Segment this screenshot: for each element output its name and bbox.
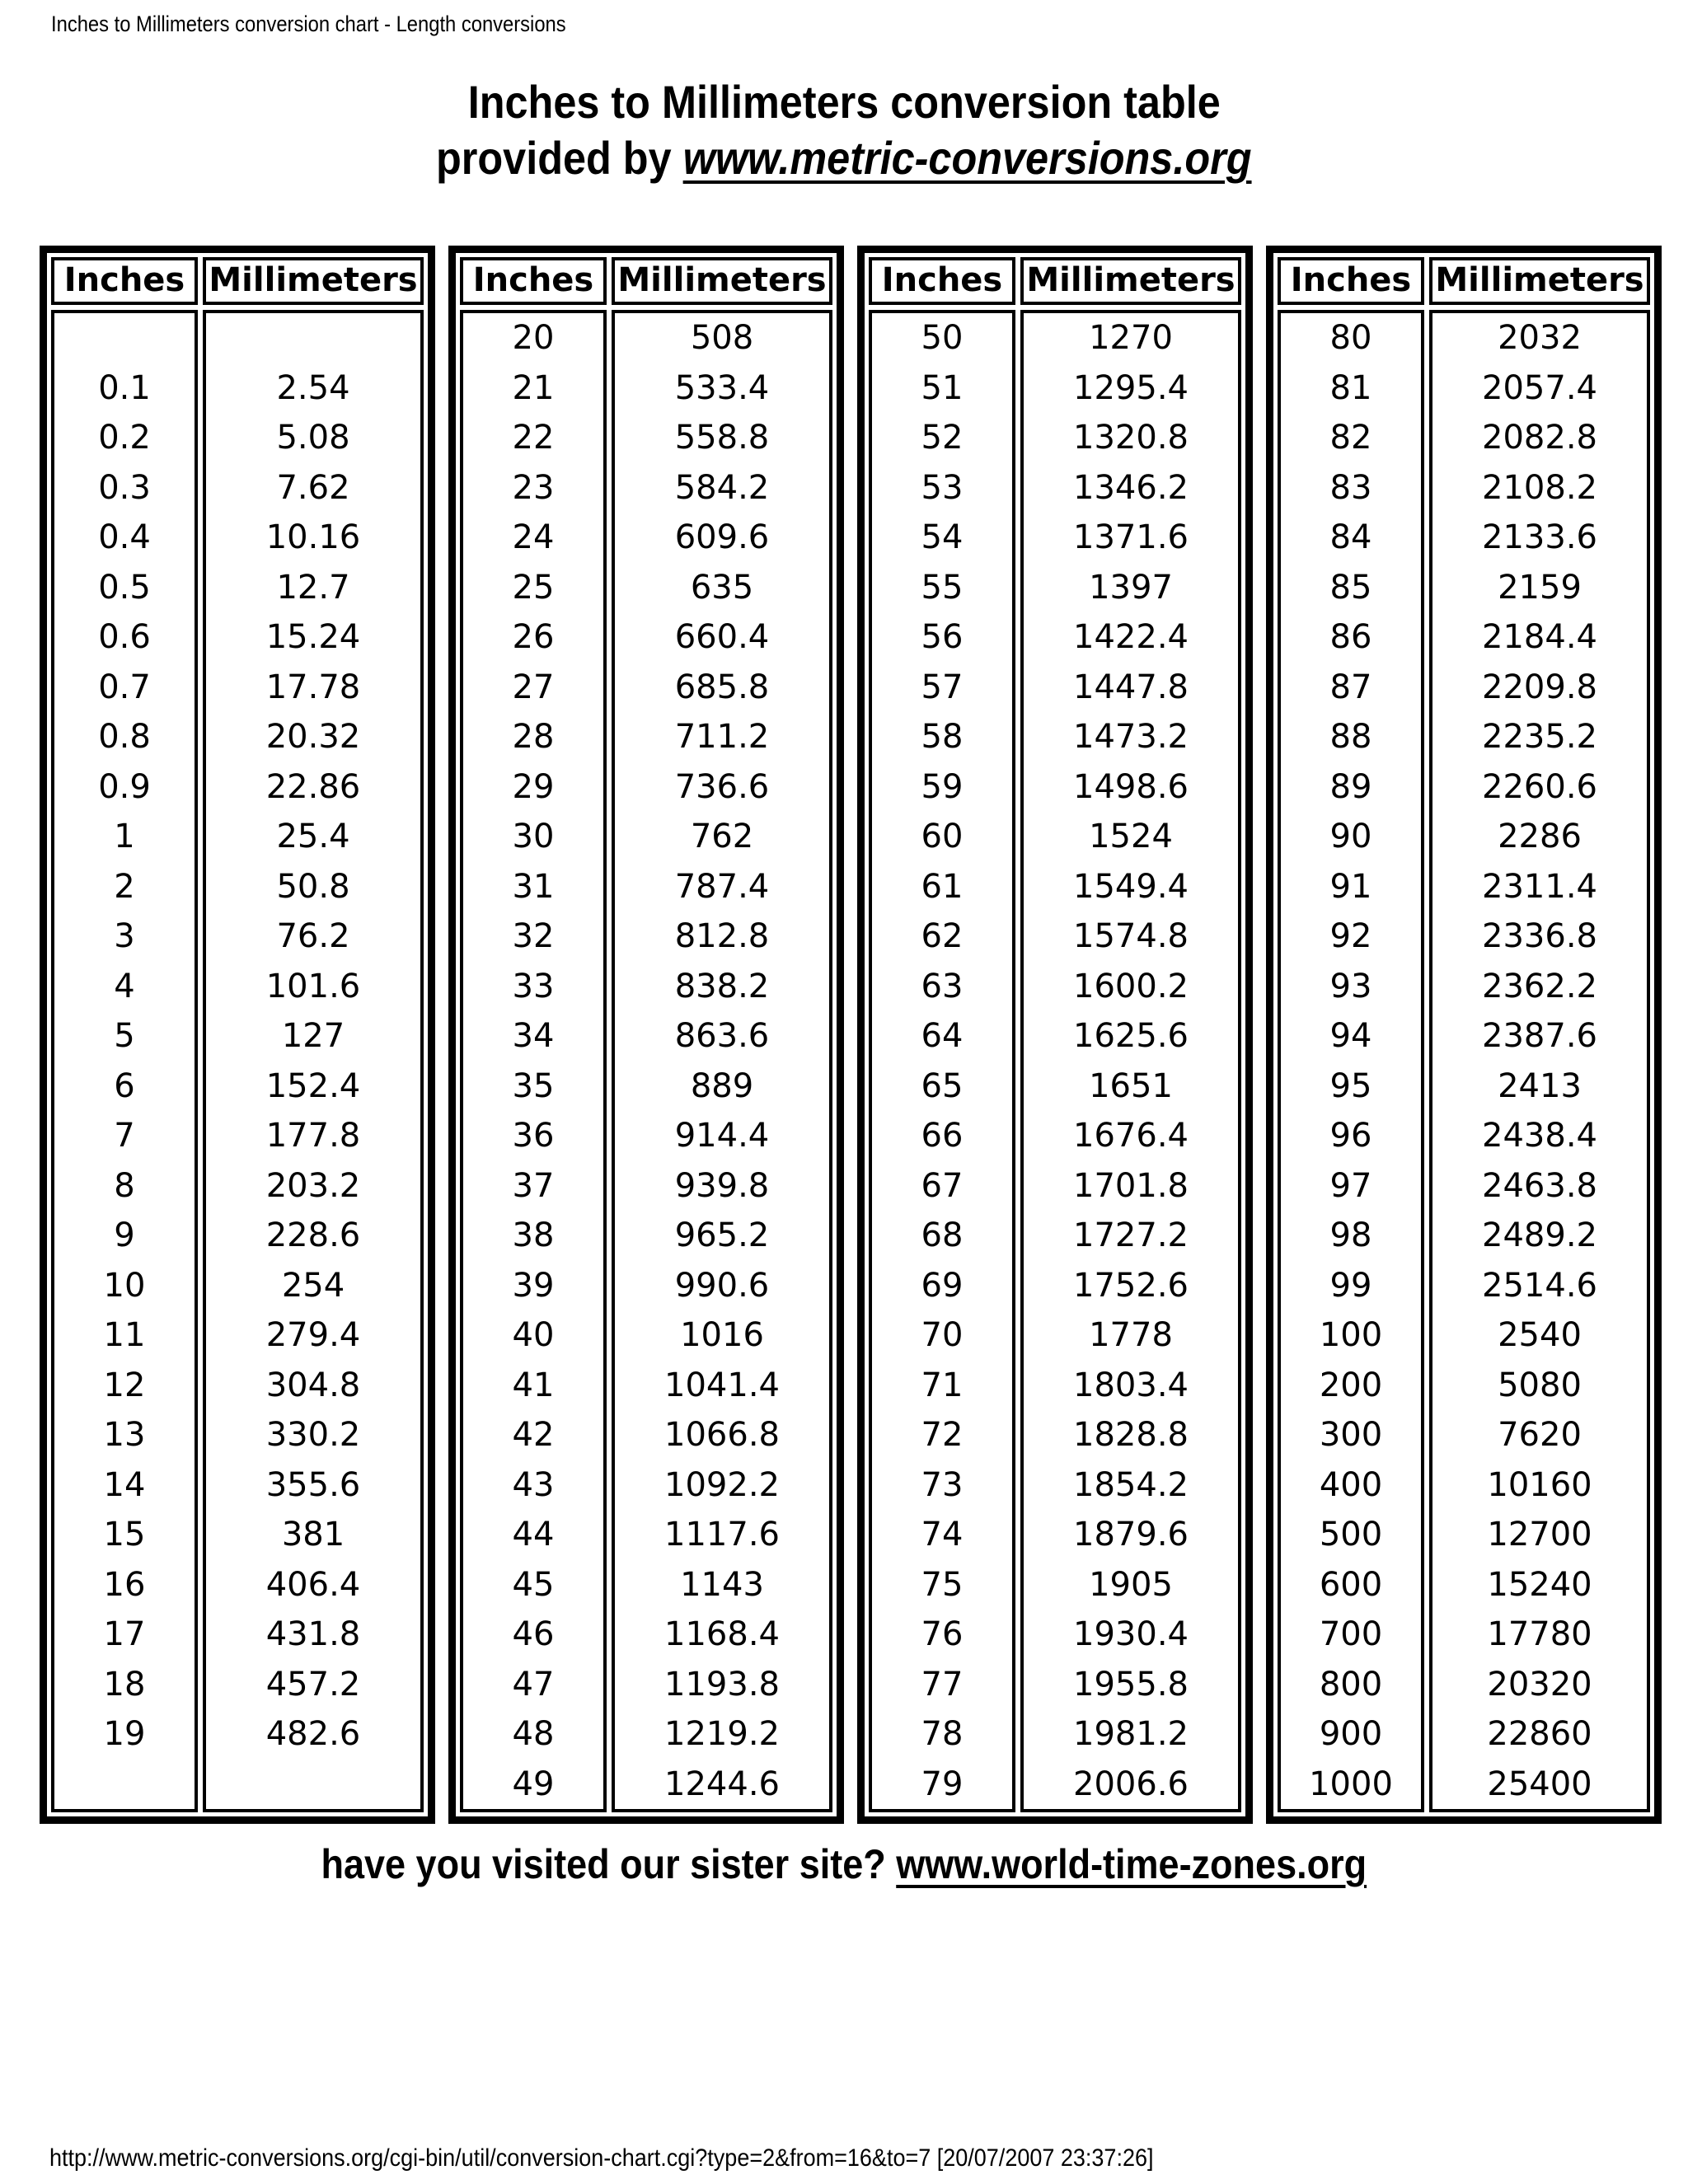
table-value: 635 [690,568,754,607]
table-value: 406.4 [265,1565,361,1604]
table-value: 60 [921,818,964,855]
conversion-table-group-3 [857,246,1253,1824]
table-value: 8 [114,1166,135,1205]
table-value: 95 [1329,1066,1372,1105]
table-value: 82 [1329,419,1372,457]
table-value: 40 [512,1316,555,1354]
table-value: 1244.6 [664,1765,780,1803]
table-value: 2260.6 [1482,767,1597,806]
table-value: 90 [1329,818,1372,855]
table-value: 5 [114,1017,135,1055]
table-value: 17.78 [265,668,361,706]
table-value: 355.6 [265,1465,361,1504]
table-value: 2133.6 [1482,518,1597,556]
table-value: 1422.4 [1073,618,1189,656]
table-value: 1498.6 [1073,767,1189,806]
table-value: 0.7 [98,668,151,706]
table-value: 762 [690,818,754,855]
table-value: 93 [1329,967,1372,1005]
table-value: 660.4 [674,618,770,656]
table-value: 15.24 [265,618,361,656]
table-value: 736.6 [674,767,770,806]
table-value: 1625.6 [1073,1017,1189,1055]
column-header-millimeters: Millimeters [203,257,424,305]
table-value: 6 [114,1066,135,1105]
table-value: 2336.8 [1482,917,1597,955]
table-value: 2413 [1498,1066,1582,1105]
table-value: 812.8 [674,917,770,955]
table-value: 1143 [680,1565,764,1604]
table-value: 863.6 [674,1017,770,1055]
table-value: 400 [1319,1465,1383,1504]
table-value: 685.8 [674,668,770,706]
table-value: 1193.8 [664,1665,780,1704]
table-value: 64 [921,1017,964,1055]
sister-site-text [321,1841,1367,1887]
table-value: 1397 [1089,568,1173,607]
table-value: 91 [1329,867,1372,906]
table-value: 62 [921,917,964,955]
millimeters-values-column [1020,310,1241,1812]
table-value: 1905 [1089,1565,1173,1604]
table-value: 1346.2 [1073,468,1189,507]
table-value: 0.9 [98,767,151,806]
table-value: 1651 [1089,1066,1173,1105]
table-value: 31 [512,867,555,906]
table-value: 44 [512,1516,555,1554]
table-value: 609.6 [674,518,770,556]
table-value: 508 [690,319,754,357]
table-value: 58 [921,718,964,756]
table-value: 18 [103,1665,146,1704]
table-value: 22860 [1487,1715,1592,1753]
table-value: 1117.6 [664,1516,780,1554]
table-value: 1803.4 [1073,1366,1189,1404]
table-value: 1879.6 [1073,1516,1189,1554]
table-value: 80 [1329,319,1372,357]
table-value: 2311.4 [1482,867,1597,906]
table-value: 1000 [1309,1765,1393,1803]
table-value: 9 [114,1216,135,1254]
table-value: 1930.4 [1073,1615,1189,1653]
table-value: 98 [1329,1216,1372,1254]
table-value: 97 [1329,1166,1372,1205]
table-value: 1092.2 [664,1465,780,1504]
table-value: 45 [512,1565,555,1604]
table-value: 14 [103,1465,146,1504]
table-value: 29 [512,767,555,806]
table-value: 2387.6 [1482,1017,1597,1055]
table-value: 1701.8 [1073,1166,1189,1205]
table-value: 27 [512,668,555,706]
table-value: 1752.6 [1073,1266,1189,1305]
table-value: 965.2 [674,1216,770,1254]
table-value: 59 [921,767,964,806]
table-value: 48 [512,1715,555,1753]
table-value: 152.4 [265,1066,361,1105]
table-value: 50.8 [276,867,350,906]
table-value: 254 [281,1266,345,1305]
document-header-text: Inches to Millimeters conversion chart - Length conversions [51,12,566,36]
table-value: 16 [103,1565,146,1604]
column-header-millimeters: Millimeters [1429,257,1650,305]
table-value: 2 [114,867,135,906]
table-value: 2438.4 [1482,1117,1597,1155]
table-value: 1676.4 [1073,1117,1189,1155]
table-value: 30 [512,818,555,855]
table-value: 89 [1329,767,1372,806]
table-value: 1219.2 [664,1715,780,1753]
table-value: 1955.8 [1073,1665,1189,1704]
table-value: 279.4 [265,1316,361,1354]
table-value: 2006.6 [1073,1765,1189,1803]
millimeters-values-column [203,310,424,1812]
table-value: 26 [512,618,555,656]
table-value: 25400 [1487,1765,1592,1803]
table-value: 1041.4 [664,1366,780,1404]
page-title [0,74,1688,186]
table-value: 533.4 [674,368,770,407]
table-value: 1854.2 [1073,1465,1189,1504]
table-value: 85 [1329,568,1372,607]
table-value: 87 [1329,668,1372,706]
table-value: 1168.4 [664,1615,780,1653]
table-value: 15240 [1487,1565,1592,1604]
table-value: 3 [114,917,135,955]
table-value: 457.2 [265,1665,361,1704]
table-value: 2057.4 [1482,368,1597,407]
table-value: 1549.4 [1073,867,1189,906]
table-value: 5.08 [276,419,350,457]
table-value: 800 [1319,1665,1383,1704]
table-value: 41 [512,1366,555,1404]
table-value: 0.2 [98,419,151,457]
table-value: 47 [512,1665,555,1704]
table-value: 55 [921,568,964,607]
table-value: 12 [103,1366,146,1404]
millimeters-values-column [612,310,832,1812]
column-header-inches: Inches [869,257,1015,305]
table-value: 76.2 [276,917,350,955]
table-value: 7620 [1498,1416,1582,1454]
table-value: 2489.2 [1482,1216,1597,1254]
inches-values-column [460,310,607,1812]
table-value: 2362.2 [1482,967,1597,1005]
table-value: 990.6 [674,1266,770,1305]
conversion-table-group-1 [40,246,435,1824]
table-value: 889 [690,1066,754,1105]
table-value: 11 [103,1316,146,1354]
table-value: 2209.8 [1482,668,1597,706]
table-value: 2514.6 [1482,1266,1597,1305]
title-line-1: Inches to Millimeters conversion table [467,76,1221,128]
table-value: 13 [103,1416,146,1454]
sister-site-prompt: have you visited our sister site? [321,1841,897,1887]
table-value: 22 [512,419,555,457]
millimeters-values-column [1429,310,1650,1812]
table-value: 21 [512,368,555,407]
table-value: 54 [921,518,964,556]
table-value: 71 [921,1366,964,1404]
table-value: 431.8 [265,1615,361,1653]
table-value: 330.2 [265,1416,361,1454]
inches-values-column [51,310,198,1812]
table-value: 1778 [1089,1316,1173,1354]
table-value: 77 [921,1665,964,1704]
table-value: 2235.2 [1482,718,1597,756]
table-value: 1295.4 [1073,368,1189,407]
table-value: 1270 [1089,319,1173,357]
column-header-millimeters: Millimeters [1020,257,1241,305]
table-value: 5080 [1498,1366,1582,1404]
table-value: 2184.4 [1482,618,1597,656]
table-value: 20.32 [265,718,361,756]
table-value: 1320.8 [1073,419,1189,457]
table-value: 20 [512,319,555,357]
title-line-2 [436,130,1252,186]
table-value: 2463.8 [1482,1166,1597,1205]
table-value: 96 [1329,1117,1372,1155]
table-value: 2286 [1498,818,1582,855]
conversion-table-group-4 [1266,246,1662,1824]
table-value: 38 [512,1216,555,1254]
table-value: 2159 [1498,568,1582,607]
conversion-tables [40,246,1662,1824]
inches-values-column [869,310,1015,1812]
table-value: 81 [1329,368,1372,407]
table-value: 10 [103,1266,146,1305]
table-value: 61 [921,867,964,906]
table-value: 28 [512,718,555,756]
table-value: 381 [281,1516,345,1554]
table-value: 711.2 [674,718,770,756]
table-value: 127 [281,1017,345,1055]
table-value: 84 [1329,518,1372,556]
conversion-table-group-2 [448,246,844,1824]
table-value: 228.6 [265,1216,361,1254]
table-value: 1981.2 [1073,1715,1189,1753]
world-time-zones-link[interactable]: www.world-time-zones.org [896,1841,1367,1887]
table-value: 12.7 [276,568,350,607]
table-value: 1 [114,818,135,855]
table-value: 37 [512,1166,555,1205]
table-value: 1524 [1089,818,1173,855]
table-value: 76 [921,1615,964,1653]
table-value: 78 [921,1715,964,1753]
inches-values-column [1278,310,1424,1812]
table-value: 17780 [1487,1615,1592,1653]
table-value: 1473.2 [1073,718,1189,756]
table-value: 203.2 [265,1166,361,1205]
table-value: 32 [512,917,555,955]
table-value: 83 [1329,468,1372,507]
table-value: 2108.2 [1482,468,1597,507]
table-value: 19 [103,1715,146,1753]
table-value: 24 [512,518,555,556]
table-value: 10.16 [265,518,361,556]
table-value: 35 [512,1066,555,1105]
table-value: 0.6 [98,618,151,656]
table-value: 304.8 [265,1366,361,1404]
table-value: 50 [921,319,964,357]
table-value: 4 [114,967,135,1005]
metric-conversions-link[interactable]: www.metric-conversions.org [682,132,1252,184]
table-value: 56 [921,618,964,656]
sister-site-line [0,1841,1688,1887]
column-header-inches: Inches [51,257,198,305]
table-value: 68 [921,1216,964,1254]
table-value: 1574.8 [1073,917,1189,955]
table-value: 0.5 [98,568,151,607]
table-value: 36 [512,1117,555,1155]
table-value: 23 [512,468,555,507]
column-header-millimeters: Millimeters [612,257,832,305]
table-value: 838.2 [674,967,770,1005]
table-value: 200 [1319,1366,1383,1404]
table-value: 1016 [680,1316,764,1354]
table-value: 10160 [1487,1465,1592,1504]
table-value: 57 [921,668,964,706]
table-value: 500 [1319,1516,1383,1554]
table-value: 1066.8 [664,1416,780,1454]
table-value: 300 [1319,1416,1383,1454]
table-value: 99 [1329,1266,1372,1305]
table-value: 73 [921,1465,964,1504]
table-value: 0.1 [98,368,151,407]
table-value: 63 [921,967,964,1005]
table-value: 0.3 [98,468,151,507]
title-provided-by-text: provided by [436,132,683,184]
table-value: 88 [1329,718,1372,756]
table-value: 0.4 [98,518,151,556]
table-value: 34 [512,1017,555,1055]
table-value: 558.8 [674,419,770,457]
table-value: 51 [921,368,964,407]
table-value: 2.54 [276,368,350,407]
table-value: 79 [921,1765,964,1803]
table-value: 94 [1329,1017,1372,1055]
table-value: 7 [114,1117,135,1155]
table-value: 39 [512,1266,555,1305]
column-header-inches: Inches [460,257,607,305]
table-value: 939.8 [674,1166,770,1205]
table-value: 1727.2 [1073,1216,1189,1254]
table-value: 70 [921,1316,964,1354]
table-value: 33 [512,967,555,1005]
table-value: 25 [512,568,555,607]
table-value: 65 [921,1066,964,1105]
table-value: 69 [921,1266,964,1305]
table-value: 66 [921,1117,964,1155]
table-value: 482.6 [265,1715,361,1753]
table-value: 43 [512,1465,555,1504]
table-value: 2540 [1498,1316,1582,1354]
table-value: 72 [921,1416,964,1454]
table-value: 2082.8 [1482,419,1597,457]
table-value: 584.2 [674,468,770,507]
table-value: 1447.8 [1073,668,1189,706]
table-value: 17 [103,1615,146,1653]
table-value: 92 [1329,917,1372,955]
table-value: 2032 [1498,319,1582,357]
table-value: 101.6 [265,967,361,1005]
table-value: 86 [1329,618,1372,656]
table-value: 900 [1319,1715,1383,1753]
column-header-inches: Inches [1278,257,1424,305]
table-value: 1828.8 [1073,1416,1189,1454]
table-value: 177.8 [265,1117,361,1155]
table-value: 700 [1319,1615,1383,1653]
table-value: 100 [1319,1316,1383,1354]
table-value: 12700 [1487,1516,1592,1554]
table-value: 46 [512,1615,555,1653]
table-value: 67 [921,1166,964,1205]
table-value: 15 [103,1516,146,1554]
table-value: 42 [512,1416,555,1454]
table-value: 600 [1319,1565,1383,1604]
table-value: 52 [921,419,964,457]
table-value: 787.4 [674,867,770,906]
table-value: 1600.2 [1073,967,1189,1005]
table-value: 22.86 [265,767,361,806]
table-value: 20320 [1487,1665,1592,1704]
table-value: 914.4 [674,1117,770,1155]
table-value: 74 [921,1516,964,1554]
table-value: 75 [921,1565,964,1604]
table-value: 7.62 [276,468,350,507]
footer-url: http://www.metric-conversions.org/cgi-bin/util/conversion-chart.cgi?type=2&from=16&to=7 [20/07/2007 23:37:26] [49,2144,1154,2172]
table-value: 53 [921,468,964,507]
table-value: 0.8 [98,718,151,756]
table-value: 25.4 [276,818,350,855]
table-value: 49 [512,1765,555,1803]
table-value: 1371.6 [1073,518,1189,556]
